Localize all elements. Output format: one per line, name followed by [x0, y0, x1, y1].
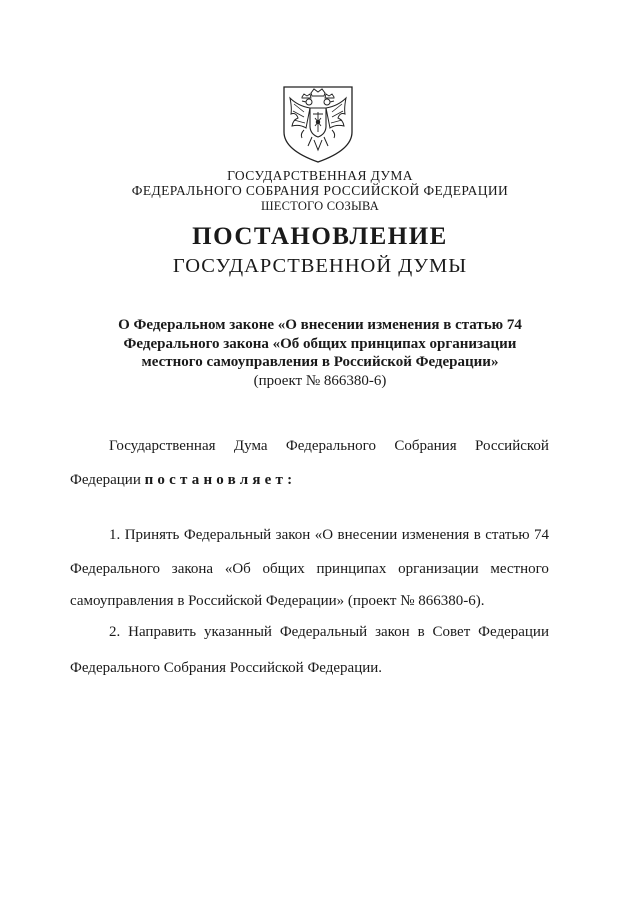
item-1-line-1	[109, 527, 549, 544]
project-number: (проект № 866380-6)	[253, 373, 387, 389]
document-type-subtitle: ГОСУДАРСТВЕННОЙ ДУМЫ	[172, 255, 468, 277]
word: 2.	[109, 624, 121, 640]
word: в	[417, 624, 425, 640]
subject-line-1: О Федеральном законе «О внесении изменения в статью 74	[118, 317, 522, 333]
word: Дума	[233, 438, 268, 454]
subject-line-3: местного самоуправления в Российской Федерации»	[141, 354, 499, 370]
issuer-line-1: ГОСУДАРСТВЕННАЯ ДУМА	[227, 168, 413, 183]
word: в	[473, 527, 481, 543]
word: Федеральный	[279, 624, 368, 640]
word: закона	[171, 561, 214, 577]
word: закон	[375, 624, 410, 640]
intro-line-2	[70, 472, 296, 489]
issuer-line-2: ФЕДЕРАЛЬНОГО СОБРАНИЯ РОССИЙСКОЙ ФЕДЕРАЦИИ	[131, 183, 509, 198]
item-1-line-3: самоуправления в Российской Федерации» (проект № 866380-6).	[70, 593, 485, 609]
item-2-line-1	[109, 624, 549, 641]
word: внесении	[337, 527, 398, 543]
item-2-line-2: Федерального Собрания Российской Федерации.	[70, 660, 383, 676]
document-type: ПОСТАНОВЛЕНИЕ	[192, 223, 448, 250]
word: статью	[485, 527, 530, 543]
convocation: ШЕСТОГО СОЗЫВА	[260, 199, 380, 213]
word: указанный	[203, 624, 272, 640]
word: «О	[314, 527, 334, 543]
intro-prefix: Федерации	[70, 472, 141, 488]
item-1-line-2	[70, 561, 549, 578]
word: Федерации	[478, 624, 549, 640]
word: принципах	[316, 561, 387, 577]
word: Федерального	[70, 561, 161, 577]
word: Российской	[475, 438, 549, 454]
word: Направить	[128, 624, 197, 640]
word: 74	[534, 527, 549, 543]
word: общих	[262, 561, 305, 577]
word: Собрания	[394, 438, 457, 454]
word: 1.	[109, 527, 121, 543]
word: местного	[490, 561, 549, 577]
word: «Об	[224, 561, 251, 577]
word: Принять	[124, 527, 180, 543]
russian-coat-of-arms-icon	[280, 84, 356, 164]
word: Совет	[432, 624, 471, 640]
word: Федерального	[285, 438, 376, 454]
word: Государственная	[109, 438, 216, 454]
intro-line-1	[109, 438, 549, 455]
word: организации	[398, 561, 479, 577]
subject-line-2: Федерального закона «Об общих принципах организации	[123, 335, 517, 352]
decision-verb: постановляет:	[144, 472, 297, 488]
word: Федеральный	[183, 527, 272, 543]
word: изменения	[401, 527, 470, 543]
word: закон	[275, 527, 311, 543]
